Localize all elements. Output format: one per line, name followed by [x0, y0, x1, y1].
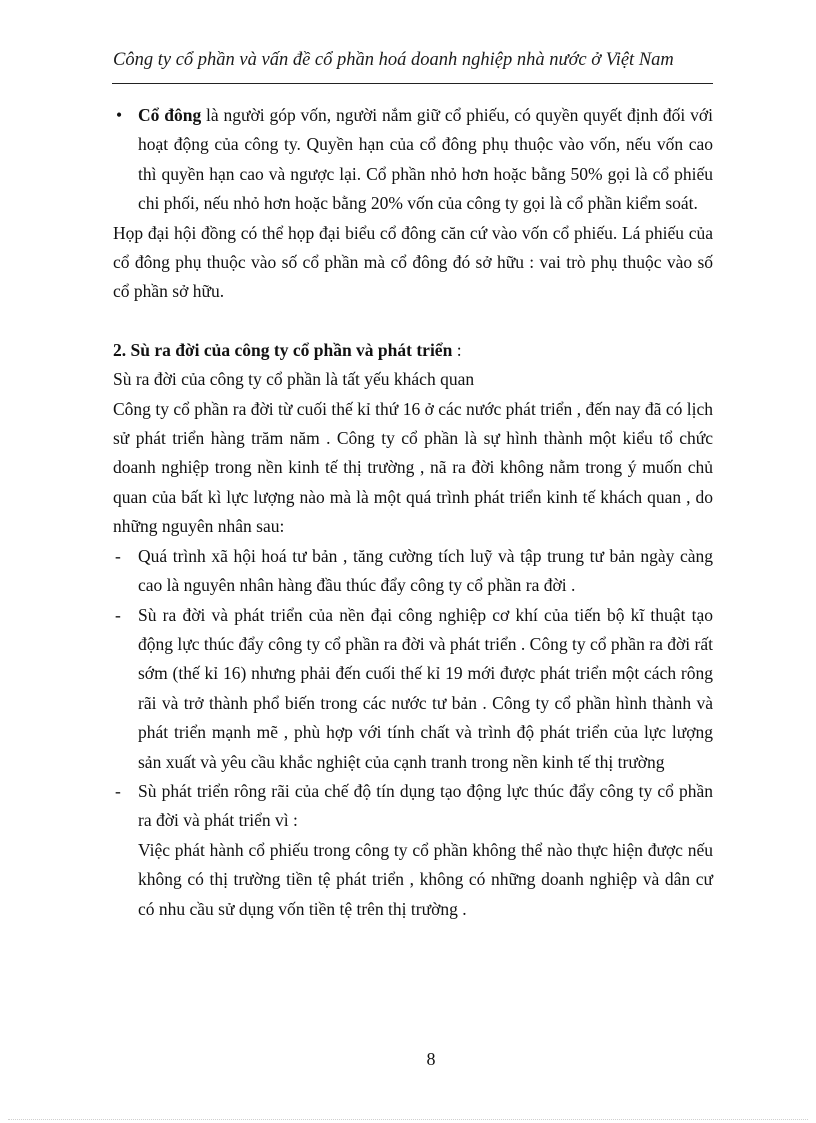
dash-icon: -	[115, 545, 121, 566]
section-spacer	[113, 307, 713, 336]
list-item	[113, 601, 713, 777]
page-number: 8	[426, 1049, 436, 1069]
running-header: Công ty cổ phần và vấn đề cổ phần hoá doanh nghiệp nhà nước ở Việt Nam	[113, 50, 674, 70]
section-heading	[113, 336, 713, 365]
section-intro: Sù ra đời của công ty cổ phần là tất yếu khách quan	[113, 369, 475, 390]
bullet-shareholder	[113, 101, 713, 219]
dash-icon: -	[115, 780, 121, 801]
page-body	[113, 101, 713, 924]
dash-icon: -	[115, 604, 121, 625]
term-shareholder: Cổ đông	[138, 105, 202, 125]
bullet-text: là người góp vốn, người nắm giữ cổ phiếu, có quyền quyết định đối với hoạt động của công ty. Quyền hạn của cổ đông phụ thuộc vào vốn, nếu vốn cao thì quyền hạn cao và ngược lại. Cổ phần nhỏ hơn hoặc bằng 50% gọi là cổ phiếu chi phối, nếu nhỏ hơn hoặc bằng 20% vốn của công ty gọi là cổ phần kiểm soát.	[138, 105, 713, 214]
sub-paragraph: Việc phát hành cổ phiếu trong công ty cổ phần không thể nào thực hiện được nếu không có thị trường tiền tệ phát triển , không có những doanh nghiệp và dân cư có nhu cầu sử dụng vốn tiền tệ trên thị trường .	[138, 839, 713, 919]
list-item-text: Sù ra đời và phát triển của nền đại công nghiệp cơ khí của tiến bộ kĩ thuật tạo động lực thúc đẩy công ty cổ phần ra đời và phát triển . Công ty cổ phần ra đời rất sớm (thế kỉ 16) nhưng phải đến cuối thế kỉ 19 mới được phát triển một cách rông rãi và trở thành phổ biến trong các nước tư bản . Công ty cổ phần hình thành và phát triển mạnh mẽ , phù hợp với tính chất và trình độ phát triển của lực lượng sản xuất và yêu cầu khắc nghiệt của cạnh tranh trong nền kinh tế thị trường	[138, 604, 713, 772]
list-item-text: Sù phát triển rông rãi của chế độ tín dụng tạo động lực thúc đẩy công ty cổ phần ra đời và phát triển vì :	[138, 780, 713, 831]
paragraph-meeting: Họp đại hội đồng có thể họp đại biểu cổ đông căn cứ vào vốn cổ phiếu. Lá phiếu của cổ đông phụ thuộc vào số cổ phần mà cổ đông đó sở hữu : vai trò phụ thuộc vào số cổ phần sở hữu.	[113, 222, 713, 302]
list-item	[113, 777, 713, 836]
footer-dotted-line	[8, 1119, 808, 1120]
list-item	[113, 542, 713, 601]
header-divider	[112, 83, 713, 84]
section-heading-text: 2. Sù ra đời của công ty cổ phần và phát triển	[113, 339, 453, 360]
section-paragraph: Công ty cổ phần ra đời từ cuối thế kỉ thứ 16 ở các nước phát triển , đến nay đã có lịch sử phát triển hàng trăm năm . Công ty cổ phần là sự hình thành một kiểu tổ chức doanh nghiệp trong nền kinh tế thị trường , nã ra đời không nằm trong ý muốn chủ quan của bất kì lực lượng nào mà là một quá trình phát triển kinh tế khách quan , do những nguyên nhân sau:	[113, 398, 713, 537]
section-heading-suffix: :	[452, 339, 462, 360]
bullet-icon: •	[116, 105, 123, 125]
list-item-text: Quá trình xã hội hoá tư bản , tăng cường tích luỹ và tập trung tư bản ngày càng cao là nguyên nhân hàng đầu thúc đẩy công ty cổ phần ra đời .	[138, 545, 713, 596]
